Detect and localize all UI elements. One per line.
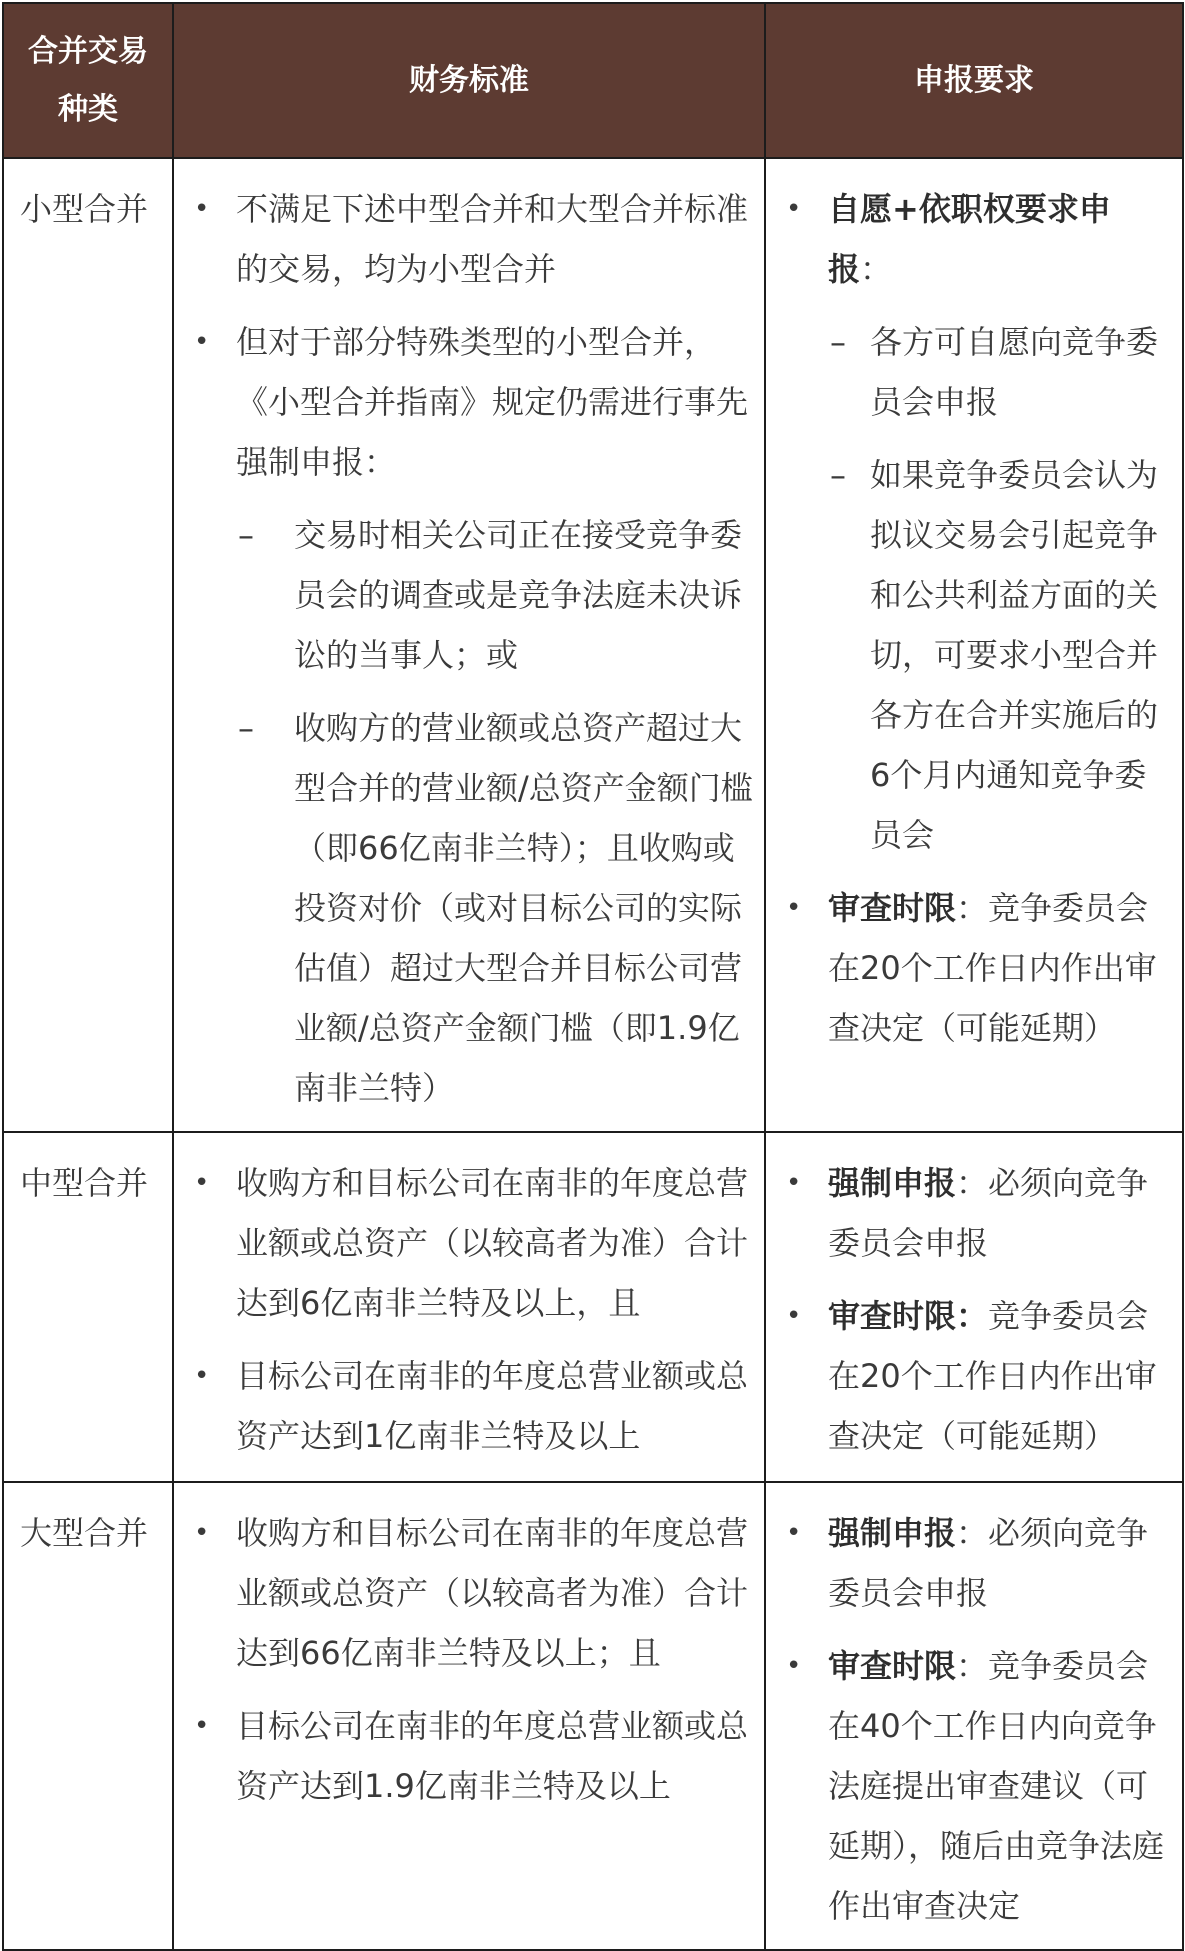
- filing-sub-item-text: 各方可自愿向竞争委员会申报: [870, 323, 1159, 421]
- financial-item: [174, 1696, 754, 1816]
- financial-item-text: 不满足下述中型合并和大型合并标准的交易，均为小型合并: [236, 190, 749, 288]
- filing-item-text: ：竞争委员会在20个工作日内作出审查决定（可能延期）: [828, 889, 1157, 1047]
- filing-requirements-large: [765, 1482, 1183, 1950]
- filing-item-heading: 强制申报: [828, 1514, 957, 1552]
- financial-criteria-small: [173, 158, 765, 1132]
- filing-item-heading: 自愿+依职权要求申报: [828, 190, 1111, 288]
- merger-type-medium: 中型合并: [3, 1132, 173, 1482]
- financial-criteria-large: [173, 1482, 765, 1950]
- filing-sub-item: [828, 445, 1172, 865]
- filing-item-heading: 审查时限: [828, 889, 957, 927]
- filing-item: [766, 878, 1172, 1058]
- financial-item: [174, 312, 754, 1118]
- financial-item-text: 目标公司在南非的年度总营业额或总资产达到1亿南非兰特及以上: [236, 1357, 749, 1455]
- financial-sub-item: [236, 698, 754, 1118]
- filing-item-text: 竞争委员会在20个工作日内作出审查决定（可能延期）: [828, 1297, 1157, 1455]
- financial-item-text: 但对于部分特殊类型的小型合并，《小型合并指南》规定仍需进行事先强制申报：: [236, 323, 749, 481]
- filing-item: [766, 1286, 1172, 1466]
- filing-item: [766, 1503, 1172, 1623]
- header-filing-requirements: 申报要求: [765, 3, 1183, 158]
- header-financial-criteria: 财务标准: [173, 3, 765, 158]
- filing-requirements-medium: [765, 1132, 1183, 1482]
- filing-sub-item-text: 如果竞争委员会认为拟议交易会引起竞争和公共利益方面的关切，可要求小型合并各方在合并实施后的6个月内通知竞争委员会: [870, 456, 1159, 854]
- financial-sub-item: [236, 505, 754, 685]
- financial-sub-item-text: 交易时相关公司正在接受竞争委员会的调查或是竞争法庭未决诉讼的当事人；或: [294, 516, 743, 674]
- financial-criteria-medium: [173, 1132, 765, 1482]
- filing-item-heading: 审查时限: [828, 1647, 957, 1685]
- header-row: [3, 3, 1183, 158]
- row-medium-merger: [3, 1132, 1183, 1482]
- row-large-merger: [3, 1482, 1183, 1950]
- filing-item: [766, 1153, 1172, 1273]
- financial-item-text: 收购方和目标公司在南非的年度总营业额或总资产（以较高者为准）合计达到6亿南非兰特及以上，且: [236, 1164, 749, 1322]
- filing-item-text: ：必须向竞争委员会申报: [828, 1164, 1149, 1262]
- filing-requirements-small: [765, 158, 1183, 1132]
- header-merger-type: [3, 3, 173, 158]
- filing-item-heading: 审查时限：: [828, 1297, 989, 1335]
- header-merger-type-line2: 种类: [58, 91, 118, 127]
- financial-item-text: 收购方和目标公司在南非的年度总营业额或总资产（以较高者为准）合计达到66亿南非兰特及以上；且: [236, 1514, 749, 1672]
- filing-item-heading: 强制申报: [828, 1164, 957, 1202]
- filing-item-text: ：: [860, 250, 893, 288]
- financial-sub-item-text: 收购方的营业额或总资产超过大型合并的营业额/总资产金额门槛（即66亿南非兰特）；且收购或投资对价（或对目标公司的实际估值）超过大型合并目标公司营业额/总资产金额门槛（即1.9亿南非兰特）: [294, 709, 753, 1107]
- financial-item: [174, 179, 754, 299]
- financial-item: [174, 1346, 754, 1466]
- financial-item-text: 目标公司在南非的年度总营业额或总资产达到1.9亿南非兰特及以上: [236, 1707, 749, 1805]
- row-small-merger: [3, 158, 1183, 1132]
- filing-sub-item: [828, 312, 1172, 432]
- filing-item-text: ：必须向竞争委员会申报: [828, 1514, 1149, 1612]
- merger-type-large: 大型合并: [3, 1482, 173, 1950]
- financial-item: [174, 1153, 754, 1333]
- merger-thresholds-table: [2, 2, 1184, 1951]
- financial-item: [174, 1503, 754, 1683]
- header-merger-type-line1: 合并交易: [28, 33, 148, 69]
- filing-item: [766, 1636, 1172, 1936]
- filing-item: [766, 179, 1172, 865]
- filing-item-text: ：竞争委员会在40个工作日内向竞争法庭提出审查建议（可延期），随后由竞争法庭作出审查决定: [828, 1647, 1165, 1925]
- merger-type-small: 小型合并: [3, 158, 173, 1132]
